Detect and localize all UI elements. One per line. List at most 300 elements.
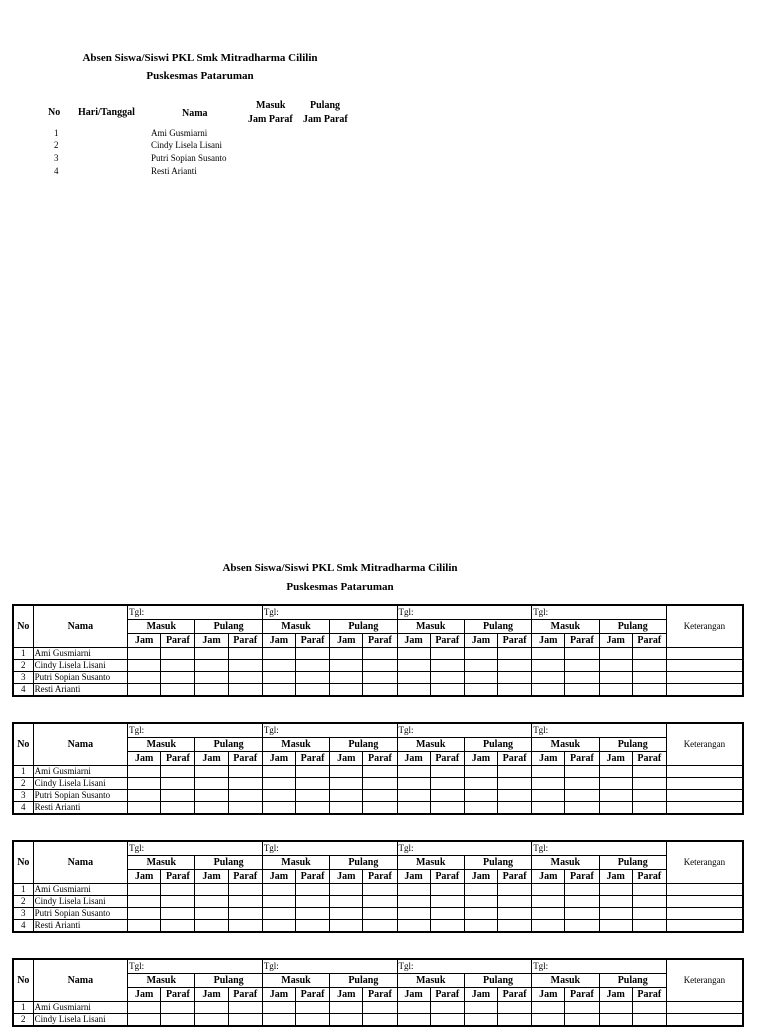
attendance-cell[interactable] — [464, 790, 497, 802]
attendance-cell[interactable] — [430, 884, 464, 896]
attendance-cell[interactable] — [295, 920, 329, 933]
attendance-cell[interactable] — [363, 672, 397, 684]
attendance-cell[interactable] — [228, 908, 262, 920]
attendance-cell[interactable] — [195, 790, 228, 802]
attendance-cell[interactable] — [565, 684, 599, 697]
attendance-cell[interactable] — [532, 802, 565, 815]
attendance-cell[interactable] — [228, 920, 262, 933]
attendance-cell[interactable] — [464, 1002, 497, 1014]
attendance-cell[interactable] — [295, 884, 329, 896]
attendance-cell[interactable] — [565, 766, 599, 778]
attendance-cell[interactable] — [464, 648, 497, 660]
attendance-cell[interactable] — [464, 1014, 497, 1027]
attendance-cell[interactable] — [330, 790, 363, 802]
attendance-cell[interactable] — [599, 1002, 632, 1014]
attendance-cell[interactable] — [532, 790, 565, 802]
attendance-cell[interactable] — [532, 778, 565, 790]
attendance-cell[interactable] — [161, 766, 195, 778]
attendance-cell[interactable] — [430, 648, 464, 660]
attendance-cell[interactable] — [195, 896, 228, 908]
attendance-cell[interactable] — [599, 908, 632, 920]
attendance-cell[interactable] — [464, 672, 497, 684]
attendance-cell[interactable] — [295, 660, 329, 672]
keterangan-cell[interactable] — [666, 1014, 743, 1027]
attendance-cell[interactable] — [430, 778, 464, 790]
attendance-cell[interactable] — [397, 908, 430, 920]
attendance-cell[interactable] — [195, 1002, 228, 1014]
attendance-cell[interactable] — [195, 672, 228, 684]
attendance-cell[interactable] — [295, 684, 329, 697]
table-row — [13, 920, 743, 933]
attendance-cell[interactable] — [128, 884, 161, 896]
attendance-cell[interactable] — [161, 1002, 195, 1014]
attendance-cell[interactable] — [161, 778, 195, 790]
attendance-cell[interactable] — [228, 778, 262, 790]
attendance-cell[interactable] — [330, 778, 363, 790]
header-masuk: Masuk — [262, 974, 329, 988]
attendance-cell[interactable] — [464, 802, 497, 815]
attendance-cell[interactable] — [599, 884, 632, 896]
attendance-cell[interactable] — [330, 766, 363, 778]
attendance-cell[interactable] — [632, 648, 666, 660]
attendance-cell[interactable] — [498, 802, 532, 815]
attendance-cell[interactable] — [330, 672, 363, 684]
attendance-cell[interactable] — [262, 802, 295, 815]
keterangan-cell[interactable] — [666, 908, 743, 920]
attendance-cell[interactable] — [599, 802, 632, 815]
attendance-cell[interactable] — [363, 684, 397, 697]
student-no: 4 — [13, 684, 33, 697]
attendance-cell[interactable] — [195, 884, 228, 896]
attendance-cell[interactable] — [397, 920, 430, 933]
attendance-cell[interactable] — [397, 790, 430, 802]
attendance-cell[interactable] — [565, 778, 599, 790]
attendance-cell[interactable] — [228, 660, 262, 672]
attendance-cell[interactable] — [128, 684, 161, 697]
table-row — [13, 896, 743, 908]
attendance-cell[interactable] — [397, 896, 430, 908]
keterangan-cell[interactable] — [666, 884, 743, 896]
attendance-cell[interactable] — [532, 1014, 565, 1027]
attendance-cell[interactable] — [532, 648, 565, 660]
date-field-label[interactable]: Tgl: — [532, 723, 667, 738]
attendance-cell[interactable] — [565, 1014, 599, 1027]
attendance-cell[interactable] — [161, 920, 195, 933]
attendance-cell[interactable] — [532, 766, 565, 778]
attendance-cell[interactable] — [128, 648, 161, 660]
attendance-cell[interactable] — [228, 1014, 262, 1027]
header-paraf: Paraf — [295, 634, 329, 648]
attendance-cell[interactable] — [262, 672, 295, 684]
attendance-cell[interactable] — [195, 648, 228, 660]
attendance-cell[interactable] — [128, 660, 161, 672]
attendance-cell[interactable] — [363, 1002, 397, 1014]
attendance-cell[interactable] — [128, 778, 161, 790]
attendance-cell[interactable] — [228, 802, 262, 815]
keterangan-cell[interactable] — [666, 920, 743, 933]
attendance-cell[interactable] — [397, 684, 430, 697]
keterangan-cell[interactable] — [666, 766, 743, 778]
header-paraf: Paraf — [565, 988, 599, 1002]
attendance-cell[interactable] — [363, 896, 397, 908]
attendance-cell[interactable] — [295, 648, 329, 660]
date-field-label[interactable]: Tgl: — [532, 841, 667, 856]
attendance-cell[interactable] — [228, 672, 262, 684]
attendance-cell[interactable] — [599, 896, 632, 908]
attendance-cell[interactable] — [295, 802, 329, 815]
header-paraf: Paraf — [498, 634, 532, 648]
attendance-cell[interactable] — [363, 660, 397, 672]
attendance-cell[interactable] — [363, 648, 397, 660]
attendance-cell[interactable] — [295, 766, 329, 778]
date-field-label[interactable]: Tgl: — [128, 605, 263, 620]
attendance-cell[interactable] — [363, 920, 397, 933]
attendance-cell[interactable] — [128, 766, 161, 778]
table-row — [13, 790, 743, 802]
header-masuk: Masuk — [128, 974, 195, 988]
attendance-cell[interactable] — [161, 908, 195, 920]
attendance-cell[interactable] — [498, 660, 532, 672]
attendance-cell[interactable] — [397, 766, 430, 778]
attendance-cell[interactable] — [330, 908, 363, 920]
attendance-cell[interactable] — [430, 1002, 464, 1014]
attendance-cell[interactable] — [228, 1002, 262, 1014]
attendance-cell[interactable] — [228, 684, 262, 697]
attendance-cell[interactable] — [565, 790, 599, 802]
attendance-cell[interactable] — [464, 896, 497, 908]
attendance-cell[interactable] — [295, 672, 329, 684]
attendance-cell[interactable] — [330, 1002, 363, 1014]
attendance-cell[interactable] — [599, 778, 632, 790]
attendance-cell[interactable] — [330, 660, 363, 672]
attendance-cell[interactable] — [464, 778, 497, 790]
attendance-cell[interactable] — [599, 648, 632, 660]
attendance-cell[interactable] — [532, 684, 565, 697]
attendance-cell[interactable] — [363, 778, 397, 790]
attendance-cell[interactable] — [532, 884, 565, 896]
attendance-cell[interactable] — [262, 920, 295, 933]
attendance-cell[interactable] — [262, 766, 295, 778]
attendance-cell[interactable] — [262, 896, 295, 908]
attendance-cell[interactable] — [430, 920, 464, 933]
header-paraf: Paraf — [295, 870, 329, 884]
attendance-cell[interactable] — [532, 1002, 565, 1014]
header-jam: Jam — [330, 752, 363, 766]
attendance-cell[interactable] — [599, 1014, 632, 1027]
attendance-cell[interactable] — [262, 1014, 295, 1027]
attendance-cell[interactable] — [262, 908, 295, 920]
attendance-cell[interactable] — [161, 1014, 195, 1027]
date-field-label[interactable]: Tgl: — [397, 605, 532, 620]
attendance-cell[interactable] — [397, 884, 430, 896]
attendance-cell[interactable] — [295, 908, 329, 920]
header-jam: Jam — [262, 752, 295, 766]
attendance-cell[interactable] — [161, 802, 195, 815]
attendance-cell[interactable] — [464, 766, 497, 778]
attendance-cell[interactable] — [599, 920, 632, 933]
header-pulang: Pulang — [599, 974, 666, 988]
attendance-cell[interactable] — [195, 920, 228, 933]
student-no: 2 — [13, 1014, 33, 1027]
attendance-cell[interactable] — [128, 802, 161, 815]
attendance-cell[interactable] — [295, 778, 329, 790]
attendance-cell[interactable] — [498, 1002, 532, 1014]
header-keterangan: Keterangan — [666, 605, 743, 648]
attendance-cell[interactable] — [262, 1002, 295, 1014]
attendance-cell[interactable] — [498, 778, 532, 790]
attendance-cell[interactable] — [161, 884, 195, 896]
attendance-cell[interactable] — [498, 908, 532, 920]
attendance-cell[interactable] — [498, 790, 532, 802]
attendance-cell[interactable] — [262, 648, 295, 660]
attendance-cell[interactable] — [464, 660, 497, 672]
attendance-cell[interactable] — [632, 802, 666, 815]
header-keterangan: Keterangan — [666, 841, 743, 884]
date-field-label[interactable]: Tgl: — [532, 959, 667, 974]
student-no: 3 — [13, 672, 33, 684]
attendance-cell[interactable] — [464, 684, 497, 697]
attendance-cell[interactable] — [464, 920, 497, 933]
attendance-cell[interactable] — [228, 648, 262, 660]
date-field-label[interactable]: Tgl: — [397, 959, 532, 974]
attendance-cell[interactable] — [262, 884, 295, 896]
attendance-cell[interactable] — [430, 1014, 464, 1027]
attendance-cell[interactable] — [532, 908, 565, 920]
attendance-cell[interactable] — [599, 790, 632, 802]
attendance-cell[interactable] — [599, 684, 632, 697]
date-field-label[interactable]: Tgl: — [532, 605, 667, 620]
attendance-cell[interactable] — [632, 908, 666, 920]
attendance-cell[interactable] — [632, 1002, 666, 1014]
header-jam: Jam — [464, 752, 497, 766]
attendance-cell[interactable] — [532, 920, 565, 933]
date-field-label[interactable]: Tgl: — [262, 959, 397, 974]
header-paraf: Paraf — [498, 988, 532, 1002]
header-pulang: Pulang — [330, 974, 397, 988]
table-row — [13, 778, 743, 790]
date-field-label[interactable]: Tgl: — [397, 841, 532, 856]
date-field-label[interactable]: Tgl: — [128, 841, 263, 856]
top-row-4-name: Resti Arianti — [151, 166, 197, 176]
attendance-cell[interactable] — [228, 766, 262, 778]
attendance-cell[interactable] — [632, 920, 666, 933]
attendance-cell[interactable] — [430, 660, 464, 672]
header-nama: Nama — [33, 723, 128, 766]
attendance-cell[interactable] — [397, 648, 430, 660]
attendance-cell[interactable] — [262, 684, 295, 697]
date-field-label[interactable]: Tgl: — [262, 841, 397, 856]
header-masuk: Masuk — [532, 974, 599, 988]
header-no: No — [13, 723, 33, 766]
student-name: Putri Sopian Susanto — [33, 672, 128, 684]
attendance-cell[interactable] — [363, 790, 397, 802]
header-masuk: Masuk — [262, 620, 329, 634]
bottom-title-line2: Puskesmas Pataruman — [286, 581, 394, 593]
attendance-cell[interactable] — [599, 766, 632, 778]
attendance-cell[interactable] — [565, 908, 599, 920]
attendance-cell[interactable] — [498, 648, 532, 660]
attendance-cell[interactable] — [498, 684, 532, 697]
attendance-cell[interactable] — [228, 896, 262, 908]
attendance-cell[interactable] — [330, 684, 363, 697]
attendance-cell[interactable] — [128, 896, 161, 908]
keterangan-cell[interactable] — [666, 648, 743, 660]
attendance-cell[interactable] — [430, 790, 464, 802]
date-field-label[interactable]: Tgl: — [262, 605, 397, 620]
attendance-cell[interactable] — [397, 660, 430, 672]
attendance-cell[interactable] — [262, 790, 295, 802]
attendance-cell[interactable] — [430, 896, 464, 908]
date-field-label[interactable]: Tgl: — [397, 723, 532, 738]
attendance-cell[interactable] — [195, 908, 228, 920]
attendance-cell[interactable] — [161, 672, 195, 684]
header-jam: Jam — [195, 988, 228, 1002]
attendance-cell[interactable] — [430, 908, 464, 920]
attendance-cell[interactable] — [195, 766, 228, 778]
attendance-cell[interactable] — [565, 920, 599, 933]
header-pulang: Pulang — [599, 620, 666, 634]
attendance-cell[interactable] — [228, 790, 262, 802]
attendance-cell[interactable] — [498, 920, 532, 933]
attendance-cell[interactable] — [565, 648, 599, 660]
header-paraf: Paraf — [363, 634, 397, 648]
attendance-cell[interactable] — [632, 1014, 666, 1027]
header-pulang: Pulang — [195, 620, 262, 634]
top-header-jam-paraf-masuk: Jam Paraf — [248, 114, 293, 125]
attendance-cell[interactable] — [161, 684, 195, 697]
attendance-cell[interactable] — [632, 896, 666, 908]
keterangan-cell[interactable] — [666, 672, 743, 684]
attendance-cell[interactable] — [532, 896, 565, 908]
attendance-cell[interactable] — [161, 790, 195, 802]
date-field-label[interactable]: Tgl: — [128, 959, 263, 974]
attendance-cell[interactable] — [565, 896, 599, 908]
attendance-cell[interactable] — [295, 790, 329, 802]
attendance-cell[interactable] — [397, 1014, 430, 1027]
attendance-cell[interactable] — [161, 648, 195, 660]
attendance-cell[interactable] — [632, 790, 666, 802]
table-row — [13, 908, 743, 920]
keterangan-cell[interactable] — [666, 896, 743, 908]
header-pulang: Pulang — [599, 856, 666, 870]
attendance-cell[interactable] — [498, 896, 532, 908]
attendance-cell[interactable] — [430, 766, 464, 778]
attendance-cell[interactable] — [565, 884, 599, 896]
attendance-cell[interactable] — [632, 660, 666, 672]
attendance-cell[interactable] — [632, 778, 666, 790]
attendance-cell[interactable] — [430, 672, 464, 684]
keterangan-cell[interactable] — [666, 1002, 743, 1014]
attendance-cell[interactable] — [295, 1014, 329, 1027]
attendance-cell[interactable] — [262, 660, 295, 672]
attendance-cell[interactable] — [632, 884, 666, 896]
attendance-cell[interactable] — [565, 802, 599, 815]
attendance-cell[interactable] — [330, 920, 363, 933]
header-paraf: Paraf — [498, 870, 532, 884]
attendance-cell[interactable] — [363, 1014, 397, 1027]
attendance-cell[interactable] — [363, 908, 397, 920]
attendance-cell[interactable] — [330, 802, 363, 815]
header-pulang: Pulang — [599, 738, 666, 752]
attendance-cell[interactable] — [228, 884, 262, 896]
keterangan-cell[interactable] — [666, 790, 743, 802]
attendance-cell[interactable] — [498, 1014, 532, 1027]
attendance-cell[interactable] — [295, 1002, 329, 1014]
attendance-cell[interactable] — [430, 802, 464, 815]
table-row — [13, 672, 743, 684]
attendance-cell[interactable] — [397, 1002, 430, 1014]
keterangan-cell[interactable] — [666, 802, 743, 815]
attendance-cell[interactable] — [195, 1014, 228, 1027]
header-nama: Nama — [33, 841, 128, 884]
attendance-cell[interactable] — [565, 1002, 599, 1014]
attendance-cell[interactable] — [632, 684, 666, 697]
attendance-cell[interactable] — [195, 660, 228, 672]
attendance-cell[interactable] — [330, 884, 363, 896]
attendance-cell[interactable] — [397, 802, 430, 815]
header-masuk: Masuk — [397, 974, 464, 988]
top-header-no: No — [48, 107, 61, 118]
date-field-label[interactable]: Tgl: — [262, 723, 397, 738]
attendance-cell[interactable] — [532, 672, 565, 684]
attendance-cell[interactable] — [128, 920, 161, 933]
header-masuk: Masuk — [262, 856, 329, 870]
student-name: Resti Arianti — [33, 802, 128, 815]
attendance-cell[interactable] — [532, 660, 565, 672]
attendance-cell[interactable] — [498, 672, 532, 684]
keterangan-cell[interactable] — [666, 684, 743, 697]
attendance-cell[interactable] — [128, 1002, 161, 1014]
attendance-cell[interactable] — [363, 884, 397, 896]
attendance-cell[interactable] — [128, 908, 161, 920]
attendance-cell[interactable] — [262, 778, 295, 790]
attendance-cell[interactable] — [632, 766, 666, 778]
attendance-cell[interactable] — [128, 1014, 161, 1027]
attendance-cell[interactable] — [464, 884, 497, 896]
attendance-cell[interactable] — [330, 648, 363, 660]
attendance-cell[interactable] — [330, 896, 363, 908]
attendance-cell[interactable] — [599, 660, 632, 672]
attendance-cell[interactable] — [128, 672, 161, 684]
attendance-cell[interactable] — [430, 684, 464, 697]
attendance-cell[interactable] — [128, 790, 161, 802]
attendance-cell[interactable] — [363, 802, 397, 815]
attendance-cell[interactable] — [195, 802, 228, 815]
attendance-cell[interactable] — [295, 896, 329, 908]
attendance-cell[interactable] — [565, 672, 599, 684]
attendance-cell[interactable] — [195, 778, 228, 790]
attendance-cell[interactable] — [161, 660, 195, 672]
attendance-cell[interactable] — [363, 766, 397, 778]
attendance-cell[interactable] — [599, 672, 632, 684]
attendance-cell[interactable] — [397, 778, 430, 790]
date-field-label[interactable]: Tgl: — [128, 723, 263, 738]
attendance-cell[interactable] — [565, 660, 599, 672]
attendance-cell[interactable] — [330, 1014, 363, 1027]
attendance-cell[interactable] — [195, 684, 228, 697]
attendance-cell[interactable] — [161, 896, 195, 908]
attendance-cell[interactable] — [632, 672, 666, 684]
header-jam: Jam — [330, 988, 363, 1002]
keterangan-cell[interactable] — [666, 660, 743, 672]
attendance-cell[interactable] — [464, 908, 497, 920]
attendance-cell[interactable] — [397, 672, 430, 684]
attendance-cell[interactable] — [498, 884, 532, 896]
attendance-cell[interactable] — [498, 766, 532, 778]
keterangan-cell[interactable] — [666, 778, 743, 790]
student-name: Putri Sopian Susanto — [33, 908, 128, 920]
header-pulang: Pulang — [330, 856, 397, 870]
